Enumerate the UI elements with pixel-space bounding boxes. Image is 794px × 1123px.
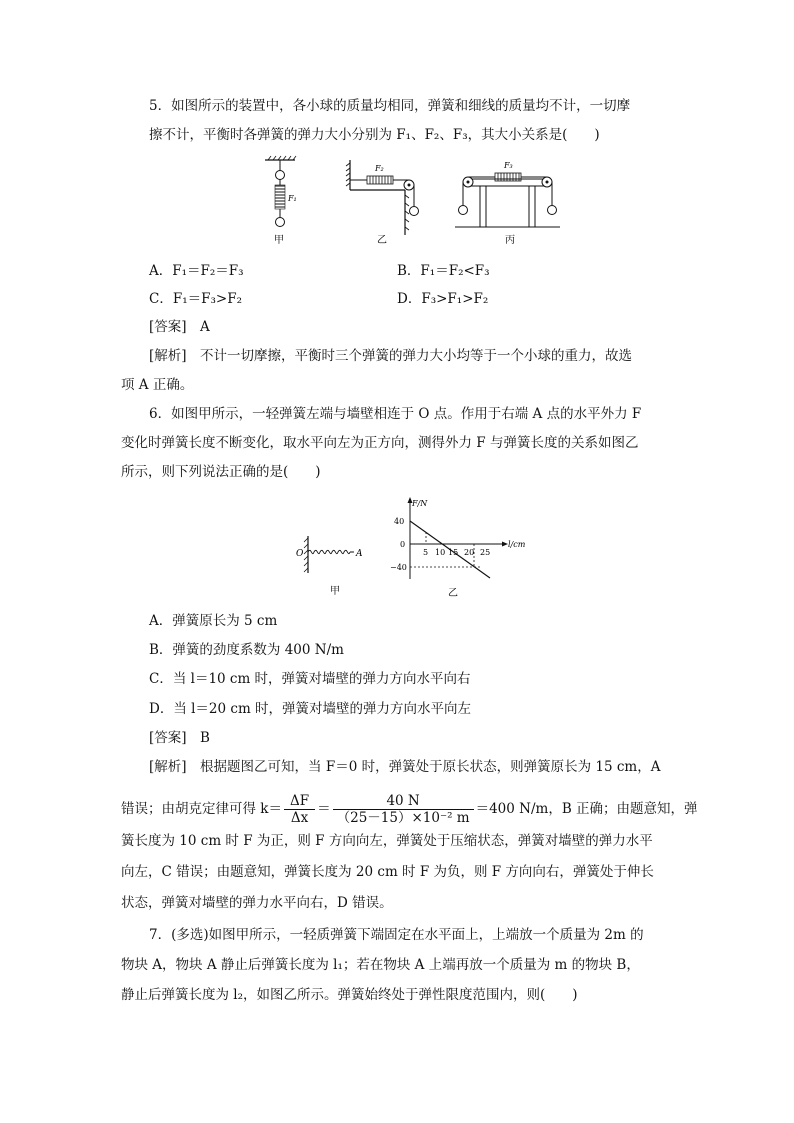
q6-figure-a: [290, 528, 370, 598]
q5-answer-tag: [答案]: [149, 319, 187, 335]
q6-fig-xtick-10: 10: [435, 548, 446, 557]
q6-equals: ＝: [317, 801, 331, 817]
q7-stem-line2: 物块 A，物块 A 静止后弹簧长度为 l₁；若在物块 A 上端再放一个质量为 m 的物块 B，: [121, 957, 640, 973]
q5-fig-label-c: 丙: [505, 235, 515, 246]
q6-figure-b: [388, 495, 538, 600]
q6-fig-ytick-40: 40: [394, 517, 405, 526]
q6-fig-xtick-5: 5: [423, 548, 429, 557]
q6-fig-xtick-20: 20: [464, 548, 475, 557]
q6-option-c: C．当 l＝10 cm 时，弹簧对墙壁的弹力方向水平向右: [149, 671, 471, 687]
q6-answer-value: B: [200, 730, 210, 746]
q6-stem-line2: 变化时弹簧长度不断变化，取水平向左为正方向，测得外力 F 与弹簧长度的关系如图乙: [121, 435, 639, 451]
q6-option-b: B．弹簧的劲度系数为 400 N/m: [149, 642, 344, 658]
q5-option-a: A．F₁＝F₂＝F₃: [149, 263, 244, 279]
q6-answer-tag: [答案]: [149, 730, 187, 746]
q6-analysis-line1: [149, 758, 660, 776]
q6-analysis-text2-pre: 错误；由胡克定律可得 k＝: [121, 801, 282, 817]
q5-fig-label-b: 乙: [377, 235, 387, 246]
q5-figure-a: [265, 156, 297, 246]
q6-fig-label-b: 乙: [448, 588, 458, 599]
q5-analysis-line2: 项 A 正确。: [121, 377, 194, 393]
q6-stem-line1: 6．如图甲所示，一轻弹簧左端与墙壁相连于 O 点。作用于右端 A 点的水平外力 F: [149, 406, 642, 422]
q7-stem-line1: 7．(多选)如图甲所示，一轻质弹簧下端固定在水平面上，上端放一个质量为 2m 的: [149, 927, 644, 943]
q6-fig-label-a: 甲: [330, 586, 340, 597]
q6-fraction-deltaf-deltax: [284, 793, 315, 826]
q5-answer-value: A: [200, 319, 210, 335]
q5-option-d: D．F₃>F₁>F₂: [397, 291, 489, 307]
q5-fig-f3: F₃: [504, 161, 513, 170]
q6-fig-o: O: [296, 549, 304, 559]
q6-fig-xlabel: l/cm: [508, 540, 526, 549]
q6-analysis-line2: [121, 791, 698, 827]
q6-answer: [149, 729, 210, 747]
q6-analysis-text1: 根据题图乙可知，当 F＝0 时，弹簧处于原长状态，则弹簧原长为 15 cm，A: [200, 759, 661, 775]
q5-figure-b: [346, 160, 419, 246]
q6-stem-line3: 所示，则下列说法正确的是( ): [121, 464, 321, 480]
q5-analysis-line1: [149, 347, 632, 365]
q6-analysis-tag: [解析]: [149, 759, 187, 775]
q5-analysis-text1: 不计一切摩擦，平衡时三个弹簧的弹力大小均等于一个小球的重力，故选: [200, 348, 633, 364]
q5-answer: [149, 318, 210, 336]
q6-option-a: A．弹簧原长为 5 cm: [149, 613, 278, 629]
q6-fig-ytick-neg40: −40: [390, 563, 407, 572]
q6-analysis-line4: 向左，C 错误；由题意知，弹簧长度为 20 cm 时 F 为负，则 F 方向向右，弹簧处于伸长: [121, 864, 654, 880]
q6-frac2-num: 40 N: [333, 793, 474, 810]
q5-fig-label-a: 甲: [274, 235, 284, 246]
q5-fig-f1: F₁: [288, 194, 297, 203]
q6-fig-ylabel: F/N: [412, 499, 428, 508]
q5-option-c: C．F₁＝F₃>F₂: [149, 291, 242, 307]
q5-fig-f2: F₂: [375, 164, 384, 173]
q6-fig-origin: 0: [400, 540, 406, 549]
q6-fig-xtick-25: 25: [480, 548, 491, 557]
q6-frac1-num: ΔF: [284, 793, 315, 810]
q6-analysis-line3: 簧长度为 10 cm 时 F 为正，则 F 方向向左，弹簧处于压缩状态，弹簧对墙壁的弹力水平: [121, 833, 653, 849]
q6-fig-xtick-15: 15: [448, 548, 459, 557]
q6-fraction-values: [333, 793, 474, 826]
q6-frac2-den: （25－15）×10⁻² m: [336, 810, 470, 826]
q5-figure: [255, 155, 575, 247]
q6-frac1-den: Δx: [290, 810, 309, 826]
q6-fig-a-point: A: [356, 549, 363, 559]
q6-analysis-text2-post: ＝400 N/m，B 正确；由题意知，弹: [475, 801, 698, 817]
q5-analysis-tag: [解析]: [149, 348, 187, 364]
q6-analysis-line5: 状态，弹簧对墙壁的弹力水平向右，D 错误。: [121, 895, 393, 911]
q5-stem-line2: 擦不计，平衡时各弹簧的弹力大小分别为 F₁、F₂、F₃，其大小关系是( ): [149, 127, 600, 143]
q5-option-b: B．F₁＝F₂<F₃: [397, 263, 490, 279]
q6-option-d: D．当 l＝20 cm 时，弹簧对墙壁的弹力方向水平向左: [149, 701, 472, 717]
q5-figure-c: [455, 161, 560, 246]
q7-stem-line3: 静止后弹簧长度为 l₂，如图乙所示。弹簧始终处于弹性限度范围内，则( ): [121, 987, 578, 1003]
q5-stem-line1: 5．如图所示的装置中，各小球的质量均相同，弹簧和细线的质量均不计，一切摩: [149, 98, 631, 114]
